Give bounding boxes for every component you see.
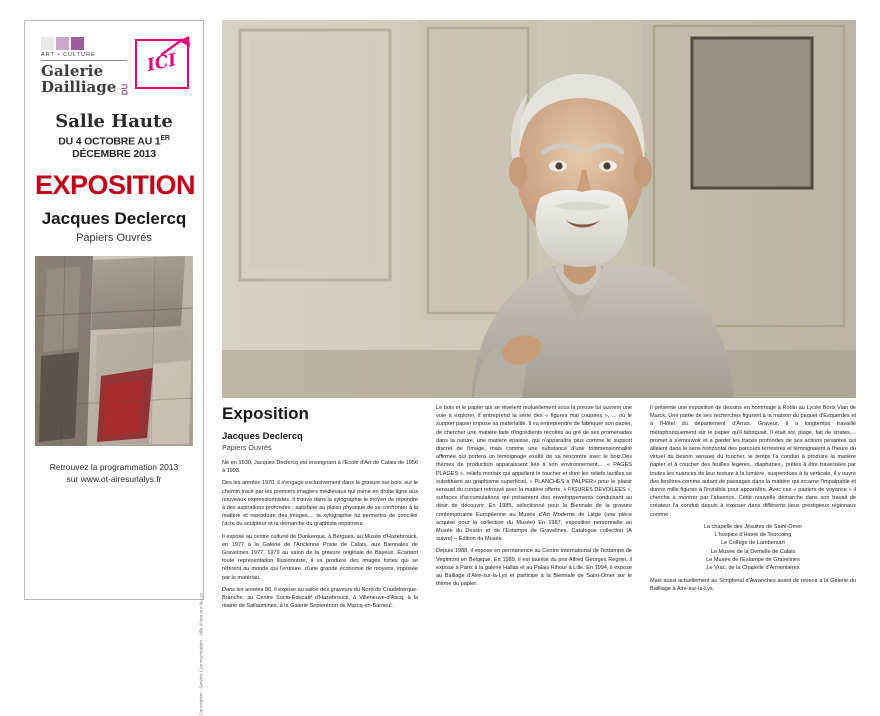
ici-label: ICI — [145, 50, 179, 76]
ici-badge — [135, 39, 189, 89]
article-artist-subtitle: Papiers Ouvrés — [222, 443, 272, 452]
article-column-2-text — [436, 404, 632, 588]
paragraph: Il expose au centre culturel de Dunkerque, à Bergues, au Musée d'Hazebrouck, en 1977 à la Galerie de l'Ancienne Poste de Calais, aux Biennales de Gravelines 1977, 1979 au salon de la gravure originale de Bayeux. Ecartant toute représentation illusionniste, il va produire des images fortes qui se réfèrent au monde qui l'entoure, d'une grande économie de moyens, imposée par le matériau. — [222, 533, 418, 581]
list-item: La chapelle des Jésuites de Saint-Omer — [703, 523, 803, 530]
article-column-3-closing — [650, 577, 856, 593]
logo-squares-icon — [41, 37, 133, 50]
paragraph: Né en 1930, Jacques Declercq est enseignant à l'École d'Art de Calais de 1956 à 1993. — [222, 460, 418, 475]
exhibition-poster — [24, 20, 204, 716]
poster-footer-line-1: Retrouvez la programmation 2013 — [49, 461, 179, 472]
poster-venue-room: Salle Haute — [55, 111, 173, 132]
article-column-1 — [222, 404, 418, 610]
article-body — [222, 404, 856, 610]
poster-artist-subtitle: Papiers Ouvrés — [76, 231, 152, 244]
poster-exposition-title: EXPOSITION — [35, 169, 196, 200]
list-item: L'hospice d'Havré de Tourcoing — [714, 532, 792, 539]
list-item: Le Vrac, de la Chapelle d'Armentières — [706, 565, 800, 572]
logo-du-label: DU — [120, 83, 130, 95]
logo-galerie-label: Galerie — [41, 62, 104, 80]
list-item: Le Musée de la Dentelle de Calais — [710, 548, 796, 555]
poster-side-credit: Conception : Service Communication - Ville d'Aire-sur-la-Lys — [199, 593, 204, 716]
article-column-1-text — [222, 459, 418, 610]
poster-header — [35, 31, 193, 109]
arrow-icon — [159, 35, 193, 57]
poster-artwork-image — [35, 256, 193, 446]
logo-art-culture-label: ART • CULTURE — [41, 52, 127, 61]
paragraph: Le bois et le papier qui se révèlent mutuellement sous la presse lui ouvrent une voie à explorer, il entreprend la série des « figures mal coupées », ... où le support papier impose sa matérialité. Il va entreprendre de fabriquer son papier, de chercher une matière faite d'ingrédients récoltés au gré de ses promenades dans la nature, une matière épaisse, qui n'apparaîtra plus comme le support discret de l'image, mais comme une substance d'une tridimensionnalité affirmée qui portera un témoignage exalté de sa rencontre avec le bois.Des thèmes de production apparaissent liés à son environnement,... « PAGES PLAGES », reliefs morlaix qui appellent le toucher et dont les reliefs tactiles se substituent au graphisme superficiel, « PLANCHES à PALPER» pour le plaisir sensuel du contact retrouvé avec la matière offerte. « FIGURES DEVOILEES », surfaces d'accumulations qui présentent des enveloppements conduisant au désir de découvrir. En 1985, sélectionné pour la Biennale de la gravure contemporaine Européenne au Musée d'Art Moderne de Liège (une pièce acquise pour la collection du Musée) En 1987, exposition personnelle au Musée du Dessin et de l'Estampe de Gravelines. Catalogue collection (A suivre) – Edition du Musée. — [436, 405, 632, 543]
article-column-3-text — [650, 404, 856, 519]
paragraph: Des les années 1970, il s'engage exclusivement dans la gravure sur bois, sur le chemin tracé par les premiers imagiers médiévaux qui mène en droite ligne aux nouveaux expressionnistes. Il trouve dans la xylographie le moyen de répondre à des aspirations profondes : satisfaire au plaisir physique de se confronter à la matière et reproduire des images,... la xylographie lui permettra de concilier l'acte du sculpteur et la démarche du graphiste imprimeur. — [222, 480, 418, 528]
article-column-2 — [436, 404, 632, 588]
logo-second-row — [41, 77, 133, 96]
article-column-3 — [650, 404, 856, 593]
gallery-logo — [41, 37, 133, 96]
venue-list — [650, 523, 856, 573]
poster-dates-suffix: DÉCEMBRE 2013 — [72, 147, 156, 160]
poster-dates-prefix: DU 4 OCTOBRE AU 1 — [58, 135, 161, 148]
article-artist-name: Jacques Declercq — [222, 431, 303, 442]
paragraph: Il présente une exposition de dessins en hommage à Rodin au Lycée Boris Vian de Marck. Une partie de ses recherches figurent à la maison du paquet d'Esquerdes et à l'Hôtel du département d'Arras. Graveur, il a longtemps travaillé métaphoriquement sur le papier qu'il fabriquait. Il était sol, plage, fait de strates,... promet à s'émouvoir et à garder les traces profondes de ses actions pesantes qui allaient dans le sens horizontal des parcours terrestres et témoignaient à l'heure du virtuel du besoin sensuel du toucher, le temps l'a conduit à produire la matière papier et à coucher des feuilles légères,, diaphanes,, prêtes à être traversées par toutes les nuances de leur texture à la lumière, suspendues à la verticale, il y ouvre des fenêtres comme autant de passages dans la matière qui incarne l'impalpable et donne mille figures à l'invisible pour apparaître. Avec ces « papiers de voyance » il cherche à montrer par l'absence. Cette nouvelle démarche dans son travail de créateur l'a conduit depuis à exposer dans différents lieux prestigieux régionaux comme : — [650, 405, 856, 518]
poster-artist-name: Jacques Declercq — [41, 208, 187, 228]
poster-dates — [35, 135, 193, 160]
paragraph: Depuis 1988, il expose en permanence au Centre International de l'estampe de Vegimont en Belgique. En 1989, il est lauréat du prix Alfred Georges Regner, il expose à Paris à la galerie Hallas et au Palais Rihour à Lille. En 1994, il expose au Baillage d'Aire-sur-la-Lys et participe à la Biennale de Saint-Omer sur le thème du papier. — [436, 548, 632, 588]
poster-dates-sup: ER — [160, 135, 170, 142]
list-item: Le Musée de l'Estampe de Gravelines — [706, 557, 800, 564]
artist-portrait-photo — [222, 20, 856, 398]
logo-dailliage-label: Dailliage — [41, 77, 117, 96]
list-item: Le Collège de Lambersart — [721, 540, 785, 547]
paragraph: Mais aussi actuellement au Scriptorial d'Avranches avant de revenir à la Galerie du Bailliage à Aire-sur-la-Lys. — [650, 577, 856, 592]
article-title: Exposition — [222, 404, 309, 423]
poster-footer-line-2: sur www.ot-airesurlalys.fr — [66, 473, 162, 484]
paragraph: Dans les années 80, il expose au salon des graveurs du Nord de Coudekerque-Branche, au Centre Socio-Educatif d'Hazebrouck, à Villeneuve-d'Ascq, à la mairie de Sallaumines, à la Galerie Septentrion de Marcq-en-Baroeul. — [222, 586, 418, 610]
